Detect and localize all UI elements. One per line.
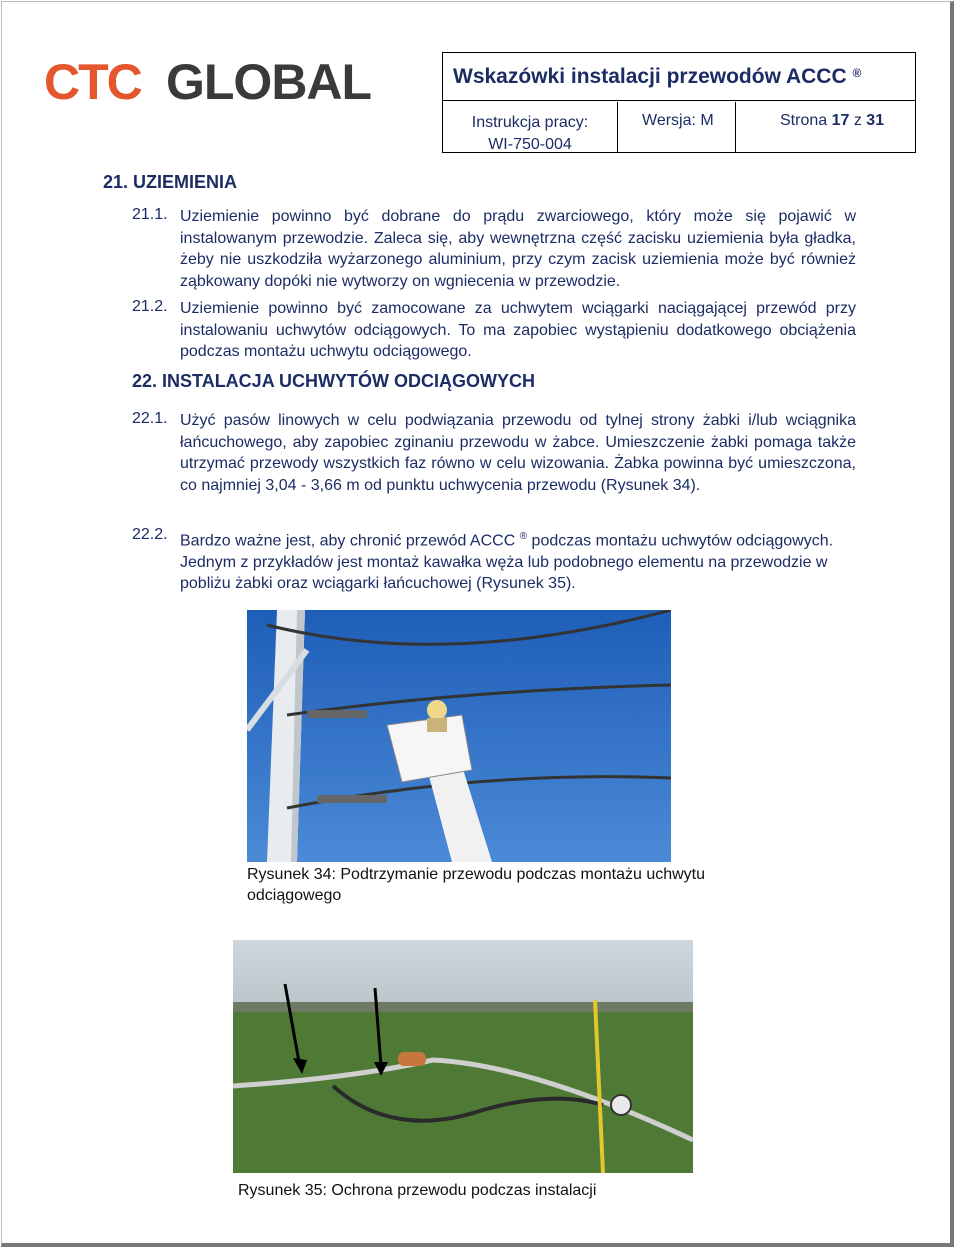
document-title (443, 53, 915, 101)
page-current: 17 (831, 112, 850, 129)
svg-text:GLOBAL: GLOBAL (166, 55, 372, 105)
svg-text:CTC: CTC (44, 55, 141, 105)
protective-hose (398, 1052, 426, 1066)
chain-hoist-gauge (611, 1095, 631, 1115)
section-21-1-number: 21.1. (132, 206, 168, 223)
version-text: Wersja: M (642, 112, 714, 129)
section-21-2-text: Uziemienie powinno być zamocowane za uchwytem wciągarki naciągającej przewód przy instalowaniu uchwytów odciągowych. To ma zapobiec wystąpieniu dodatkowego obciążenia podczas montażu uchwytu odciągowego. (180, 300, 856, 360)
title-text: Wskazówki instalacji przewodów ACCC (453, 65, 847, 88)
version-cell (618, 102, 736, 153)
figure-34-caption: Rysunek 34: Podtrzymanie przewodu podczas montażu uchwytu odciągowego (247, 866, 706, 904)
insulator-2 (317, 795, 387, 803)
page-total: 31 (866, 112, 885, 129)
worker-body (427, 718, 447, 732)
registered-mark: ® (852, 66, 862, 80)
page-label: Strona (780, 112, 828, 129)
instruction-number: WI-750-004 (488, 136, 572, 153)
sky-background (233, 940, 693, 1012)
section-22-1-text: Użyć pasów linowych w celu podwiązania przewodu od tylnej strony żabki i/lub wciągnika łańcuchowego, aby zapobiec zginaniu przewodu w żabce. Umieszczenie żabki pomaga także utrzymać przewody wszystkich faz równo w celu wizowania. Żabka powinna być umieszczona, co najmniej 3,04 - 3,66 m od punktu uchwycenia przewodu (Rysunek 34). (180, 412, 856, 494)
registered-mark-inline: ® (519, 531, 528, 542)
section-21-heading: 21. UZIEMIENIA (103, 172, 238, 192)
figure-35-caption: Rysunek 35: Ochrona przewodu podczas instalacji (238, 1182, 597, 1199)
instruction-cell (443, 102, 618, 153)
document-header (442, 52, 916, 153)
insulator-1 (307, 710, 367, 718)
section-22-2-text (180, 526, 856, 595)
instruction-label: Instrukcja pracy: (471, 114, 589, 131)
section-22-1-number: 22.1. (132, 410, 168, 427)
figure-34-photo (247, 610, 671, 862)
section-22-2-number: 22.2. (132, 526, 168, 543)
ctc-global-logo (44, 55, 380, 105)
worker-helmet (427, 700, 447, 720)
section-22-2-text-b: podczas montażu uchwytów odciągowych. Jednym z przykładów jest montaż kawałka węża lub podobnego elementu na przewodzie w pobliżu żabki oraz wciągarki łańcuchowej (Rysunek 35). (180, 532, 834, 593)
grass-field (233, 1012, 693, 1173)
section-22-heading: 22. INSTALACJA UCHWYTÓW ODCIĄGOWYCH (132, 371, 535, 391)
figure-35-photo (233, 940, 693, 1173)
section-21-1-text: Uziemienie powinno być dobrane do prądu zwarciowego, który może się pojawić w instalowanym przewodzie. Zaleca się, aby wewnętrzna część zacisku uziemienia była gładka, żeby nie uszkodziła wyżarzonego aluminium, przy czym zacisk uziemienia może być również ząbkowany dopóki nie wytworzy on wgniecenia w przewodzie. (180, 208, 856, 290)
section-21-2-number: 21.2. (132, 298, 168, 315)
section-22-2-text-a: Bardzo ważne jest, aby chronić przewód ACCC (180, 532, 516, 550)
page-of: z (853, 112, 862, 129)
page-number-cell (736, 102, 916, 153)
